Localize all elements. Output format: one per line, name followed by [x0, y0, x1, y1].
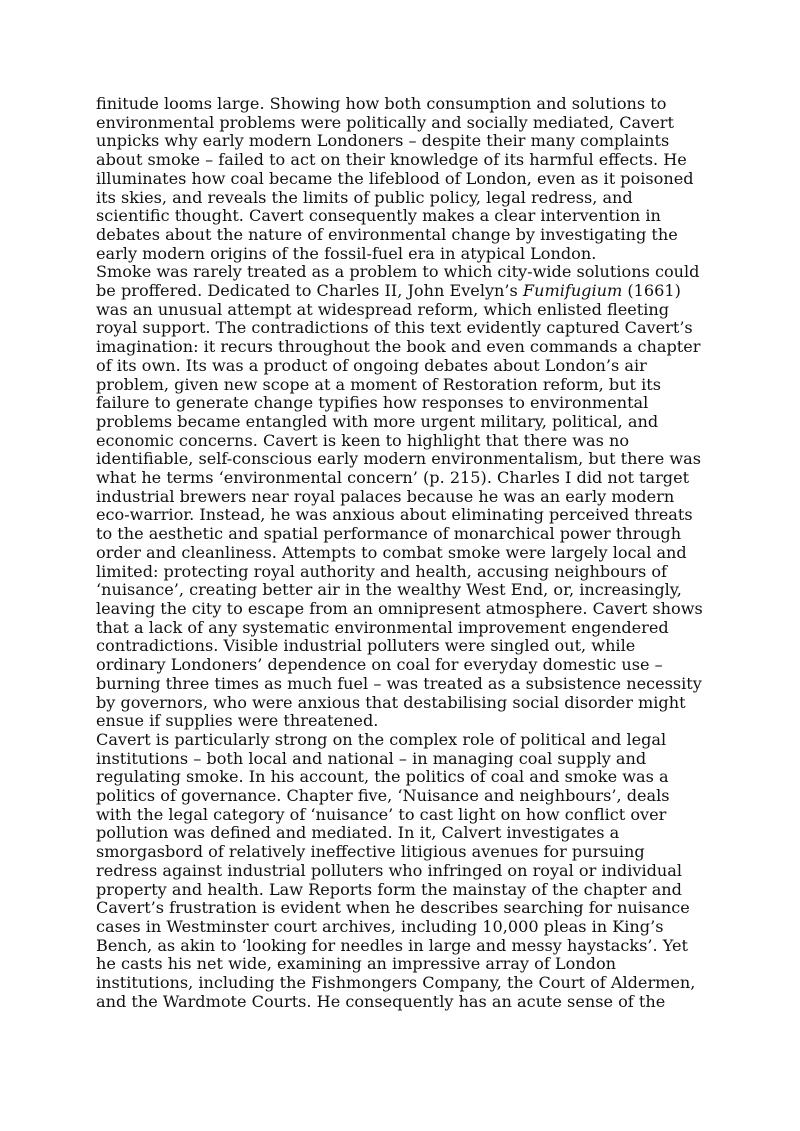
paragraph-2-text-b: (1661) was an unusual attempt at widespread reform, which enlisted fleeting royal support. The contradictions of this text evidently captured Cavert’s imagination: it recurs throughout the book and even commands a chapter of its own. Its was a product of ongoing debates about London’s air problem, given new scope at a moment of Restoration reform, but its failure to generate change typifies how responses to environmental problems became entangled with more urgent military, political, and economic concerns. Cavert is keen to highlight that there was no identifiable, self-conscious early modern environmentalism, but there was what he terms ‘environmental concern’ (p. 215). Charles I did not target industrial brewers near royal palaces because he was an early modern eco-warrior. Instead, he was anxious about eliminating perceived threats to the aesthetic and spatial performance of monarchical power through order and cleanliness. Attempts to combat smoke were largely local and limited: protecting royal authority and health, accusing neighbours of ‘nuisance’, creating better air in the wealthy West End, or, increasingly, leaving the city to escape from an omnipresent atmosphere. Cavert shows that a lack of any systematic environmental improvement engendered contradictions. Visible industrial polluters were singled out, while ordinary Londoners’ dependence on coal for everyday domestic use – burning three times as much fuel – was treated as a subsistence necessity by governors, who were anxious that destabilising social disorder might ensue if supplies were threatened. — [96, 281, 703, 731]
paragraph-2 — [96, 263, 708, 731]
document-page — [96, 95, 708, 1011]
paragraph-2-text-a: Smoke was rarely treated as a problem to which city-wide solutions could be proffered. Dedicated to Charles II, John Evelyn’s — [96, 262, 700, 301]
book-title-fumifugium: Fumifugium — [522, 281, 623, 301]
paragraph-3: Cavert is particularly strong on the complex role of political and legal institutions – both local and national – in managing coal supply and regulating smoke. In his account, the politics of coal and smoke was a politics of governance. Chapter five, ‘Nuisance and neighbours’, deals with the legal category of ‘nuisance’ to cast light on how conflict over pollution was defined and mediated. In it, Calvert investigates a smorgasbord of relatively ineffective litigious avenues for pursuing redress against industrial polluters who infringed on royal or individual property and health. Law Reports form the mainstay of the chapter and Cavert’s frustration is evident when he describes searching for nuisance cases in Westminster court archives, including 10,000 pleas in King’s Bench, as akin to ‘looking for needles in large and messy haystacks’. Yet he casts his net wide, examining an impressive array of London institutions, including the Fishmongers Company, the Court of Aldermen, and the Wardmote Courts. He consequently has an acute sense of the — [96, 729, 696, 1011]
paragraph-1: finitude looms large. Showing how both consumption and solutions to environmental problems were politically and socially mediated, Cavert unpicks why early modern Londoners – despite their many complaints about smoke – failed to act on their knowledge of its harmful effects. He illuminates how coal became the lifeblood of London, even as it poisoned its skies, and reveals the limits of public policy, legal redress, and scientific thought. Cavert consequently makes a clear intervention in debates about the nature of environmental change by investigating the early modern origins of the fossil-fuel era in atypical London. — [96, 94, 694, 263]
